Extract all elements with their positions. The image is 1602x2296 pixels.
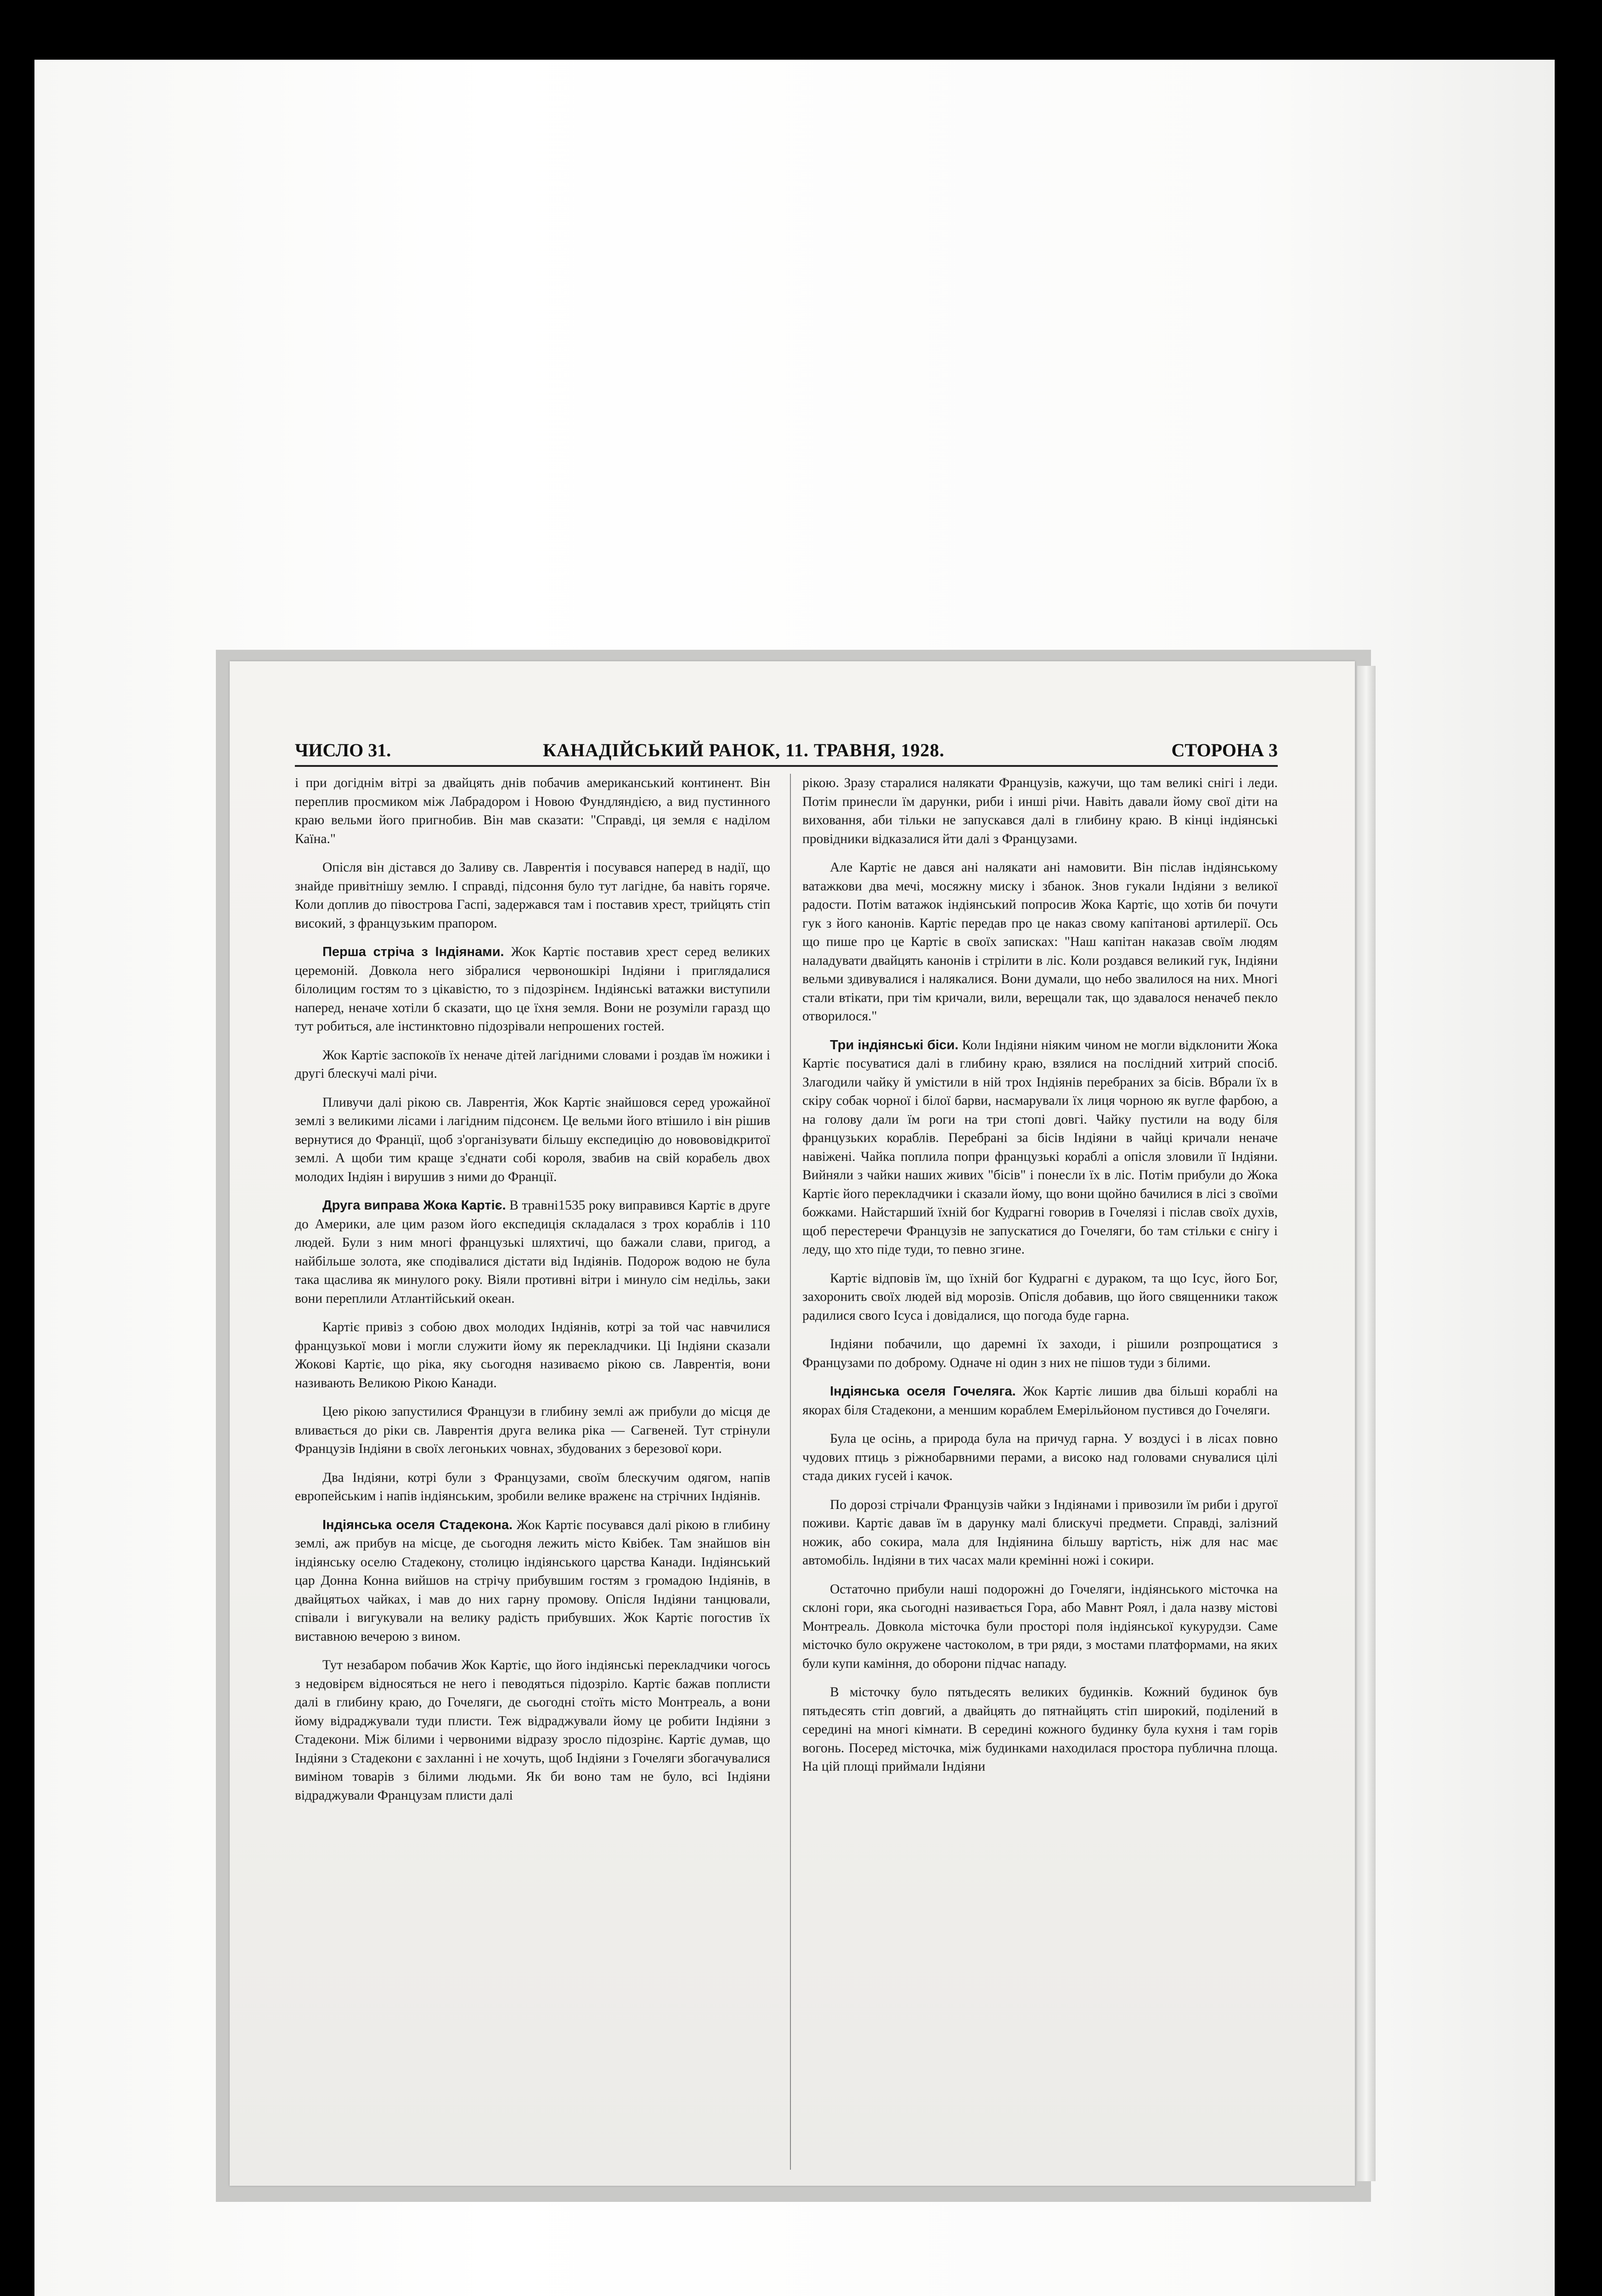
paragraph: Жок Картіє заспокоїв їх неначе дітей лагідними словами і роздав їм ножики і другі блескучі малі річи. bbox=[295, 1047, 770, 1081]
paragraph: В місточку було пятьдесять великих будинків. Кожний будинок був пятьдесять стіп довгий, а двайцять до пятнайцять стіп широкий, поділений в середині на многі кімнати. В середині кожного будинку була кухня і там горів вогонь. Посеред місточка, між будинками находилася простора публична площа. На цій площі приймали Індіяни bbox=[802, 1685, 1278, 1774]
paragraph: Опісля він дістався до Заливу св. Лаврентія і посувався наперед в надії, що знайде привітнішу землю. І справді, підсоння було тут лагідне, ба навіть горяче. Коли доплив до півострова Гаспі, задержався там і поставив хрест, трийцять стіп високий, з французьким прапором. bbox=[295, 860, 770, 931]
section-heading: Три індіянські біси. bbox=[830, 1037, 959, 1052]
paragraph: Але Картіє не дався ані налякати ані намовити. Він післав індіянському ватажкови два мечі, мосяжну миску і збанок. Знов гукали Індіяни з великої радости. Потім ватажок індіянський попросив Жока Картіє, що хотів би почути гук з його канонів. Картіє передав про це наказ свому капітанові артилерії. Ось що пише про це Картіє в своїх записках: "Наш капітан наказав своїм людям наладувати двайцять канонів і стрілити в ліс. Коли роздався великий гук, Індіяни вельми здивувалися і налякалися. Вони думали, що небо звалилося на них. Многі стали втікати, при тім кричали, вили, верещали так, що здавалося неначеб пекло отворилося." bbox=[802, 860, 1278, 1024]
paragraph: Остаточно прибули наші подорожні до Гочеляги, індіянського місточка на склоні гори, яка сьогодні називається Гора, або Мавнт Роял, і дала назву містові Монтреаль. Довкола місточка були просторі поля індіянської кукурудзи. Саме місточко було окружене частоколом, в три ряди, з мостами платформами, на яких були купи каміння, до оборони підчас нападу. bbox=[802, 1581, 1278, 1671]
paragraph: Була це осінь, а природа була на причуд гарна. У воздусі і в лісах повно чудових птиць з ріжнобарвними перами, а високо над головами снувалися цілі стада диких гусей і качок. bbox=[802, 1431, 1278, 1483]
section-heading: Перша стріча з Індіянами. bbox=[322, 945, 504, 959]
paragraph: Індіяни побачили, що даремні їх заходи, і рішили розпрощатися з Французами по доброму. Одначе ні один з них не пішов туди з білими. bbox=[802, 1337, 1278, 1370]
paragraph: Пливучи далі рікою св. Лаврентія, Жок Картіє знайшовся серед урожайної землі з великими лісами і лагідним підсонєм. Це вельми його втішило і він рішив вернутися до Франції, щоб з'організувати більшу експедицію до новововідкритої землі. А щоби тим краще з'єднати собі короля, звабив на свій корабель двох молодих Індіян і вирушив з ними до Франції. bbox=[295, 1095, 770, 1184]
newspaper-title: КАНАДІЙСЬКИЙ РАНОК, 11. ТРАВНЯ, 1928. bbox=[543, 740, 945, 760]
page-header bbox=[295, 739, 1278, 762]
right-column bbox=[802, 774, 1278, 1786]
paragraph: Тут незабаром побачив Жок Картіє, що його індіянські перекладчики чогось з недовірєм відносяться не него і певодяться підозріло. Картіє бажав поплисти далі в глибину краю, до Гочеляги, де сьогодні стоїть місто Монтреаль, а вони йому відраджували туди плисти. Теж відраджували йому це робити Індіяни з Стадекони. Між білими і червоними відразу зросло підозрінє. Картіє думав, що Індіяни з Стадекони є захланні і не хочуть, щоб Індіяни з Гочеляги збогачувалися виміном товарів з білими людьми. Як би воно там не було, всі Індіяни відраджували Французам плисти далі bbox=[295, 1658, 770, 1803]
paragraph: Картіє привіз з собою двох молодих Індіянів, котрі за той час навчилися французької мови і могли служити йому як перекладчики. Ці Індіяни сказали Жокові Картіє, що ріка, яку сьогодня називаємо рікою св. Лаврентія, вони називають Великою Рікою Канади. bbox=[295, 1320, 770, 1390]
left-column bbox=[295, 774, 770, 1815]
section-heading: Друга виправа Жока Картіє. bbox=[322, 1198, 506, 1213]
paragraph: Цею рікою запустилися Французи в глибину землі аж прибули до місця де вливається до ріки св. Лаврентія друга велика ріка — Сагвеней. Тут стрінули Французів Індіяни в своїх легоньких човнах, збудованих з березової кори. bbox=[295, 1404, 770, 1456]
issue-number: ЧИСЛО 31. bbox=[295, 740, 391, 760]
paragraph: Індіянська оселя Гочеляга. Жок Картіє лишив два більші кораблі на якорах біля Стадекони, а меншим кораблем Емерільйоном пустився до Гочеляги. bbox=[802, 1384, 1278, 1418]
paragraph: Три індіянські біси. Коли Індіяни ніяким чином не могли відклонити Жока Картіє посуватися далі в глибину краю, взялися на послідний хитрий спосіб. Злагодили чайку й умістили в ній трох Індіянів перебраних за бісів. Вбрали їх в скіру собак чорної і білої барви, насмарували їх лиця чорною як вугле фарбою, а на голову дали їм роги на три стопі довгі. Чайку пустили на воду біля французьких кораблів. Перебрані за бісів Індіяни в чайці кричали неначе навіжені. Чайка поплила попри французькі кораблі а опісля зловили її Індіяни. Вийняли з чайки наших живих "бісів" і понесли їх в ліс. Потім прибули до Жока Картіє його перекладчики і сказали йому, що вони щойно бачилися в лісі з своїми божками. Найстарший їхній бог Кудрагні говорив в Гочелязі і післав своїх духів, щоб перестеречи Французів не запускатися до Гочеляги, бо там стільки є снігу і леду, що хто піде туди, то певно згине. bbox=[802, 1037, 1278, 1257]
page-number: СТОРОНА 3 bbox=[1171, 740, 1278, 760]
paragraph: Два Індіяни, котрі були з Французами, своїм блескучим одягом, напів европейським і напів індіянським, зробили велике враженє на стрічних Індіянів. bbox=[295, 1470, 770, 1503]
header-rule bbox=[295, 765, 1278, 767]
section-heading: Індіянська оселя Стадекона. bbox=[322, 1517, 513, 1532]
paragraph: і при догіднім вітрі за двайцять днів побачив американський континент. Він переплив просмиком між Лабрадором і Новою Фундляндією, а вид пустинного краю вельми його пригнобив. Він мав сказати: "Справді, ця земля є наділом Каїна." bbox=[295, 776, 770, 846]
column-divider bbox=[790, 774, 791, 2170]
paragraph: По дорозі стрічали Французів чайки з Індіянами і привозили їм риби і другої поживи. Картіє давав їм в дарунку малі блискучі предмети. Справді, залізний ножик, або сокира, мала для Індіянина більшу вартість, ніж для нас має автомобіль. Індіяни в тих часах мали кремінні ножі і сокири. bbox=[802, 1497, 1278, 1568]
page-edge bbox=[1357, 666, 1376, 2181]
paragraph: Картіє відповів їм, що їхній бог Кудрагні є дураком, та що Ісус, його Бог, захоронить своїх людей від морозів. Опісля добавив, що його священники також радилися свого Ісуса і довідалися, що погода буде гарна. bbox=[802, 1271, 1278, 1323]
paragraph: Друга виправа Жока Картіє. В травні1535 року виправився Картіє в друге до Америки, але цим разом його експедиція складалася з трох кораблів і 110 людей. Були з ним многі французькі шляхтичі, що бажали слави, пригод, а найбільше золота, яке сподівалися дістати від Індіянів. Подорож водою не була така щаслива як минулого року. Віяли противні вітри і минуло сім недільь, заки вони переплили Атлантійський океан. bbox=[295, 1198, 770, 1306]
paragraph: рікою. Зразу старалися налякати Французів, кажучи, що там великі снігі і леди. Потім принесли їм дарунки, риби і инші річи. Навіть давали йому свої діти на виховання, аби тільки не запускався далі в глибину краю. В кінці індіянські провідники відказалися йти далі з Французами. bbox=[802, 776, 1278, 846]
paragraph: Індіянська оселя Стадекона. Жок Картіє посувався далі рікою в глибину землі, аж прибув на місце, де сьогодня лежить місто Квібек. Там знайшов він індіянську оселю Стадекону, столицю індіянського царства Канади. Індіянський цар Донна Конна вийшов на стрічу прибувшим гостям з громадою Індіянів, в двайцятьох чайках, і мав до них гарну промову. Опісля Індіяни танцювали, співали і вигукували на велику радість прибувших. Жок Картіє погостив їх виставною вечерою з вином. bbox=[295, 1517, 770, 1644]
newspaper-page bbox=[230, 661, 1355, 2186]
paragraph: Перша стріча з Індіянами. Жок Картіє поставив хрест серед великих церемоній. Довкола него зібралися червоношкірі Індіяни і приглядалися білолицим гостям то з цікавістю, то з підозрінєм. Індіянські ватажки виступили наперед, неначе хотіли б сказати, що це їхня земля. Вони не розуміли гаразд що тут робиться, але інстинктовно підозрівали непрошених гостей. bbox=[295, 945, 770, 1034]
section-heading: Індіянська оселя Гочеляга. bbox=[830, 1384, 1016, 1399]
